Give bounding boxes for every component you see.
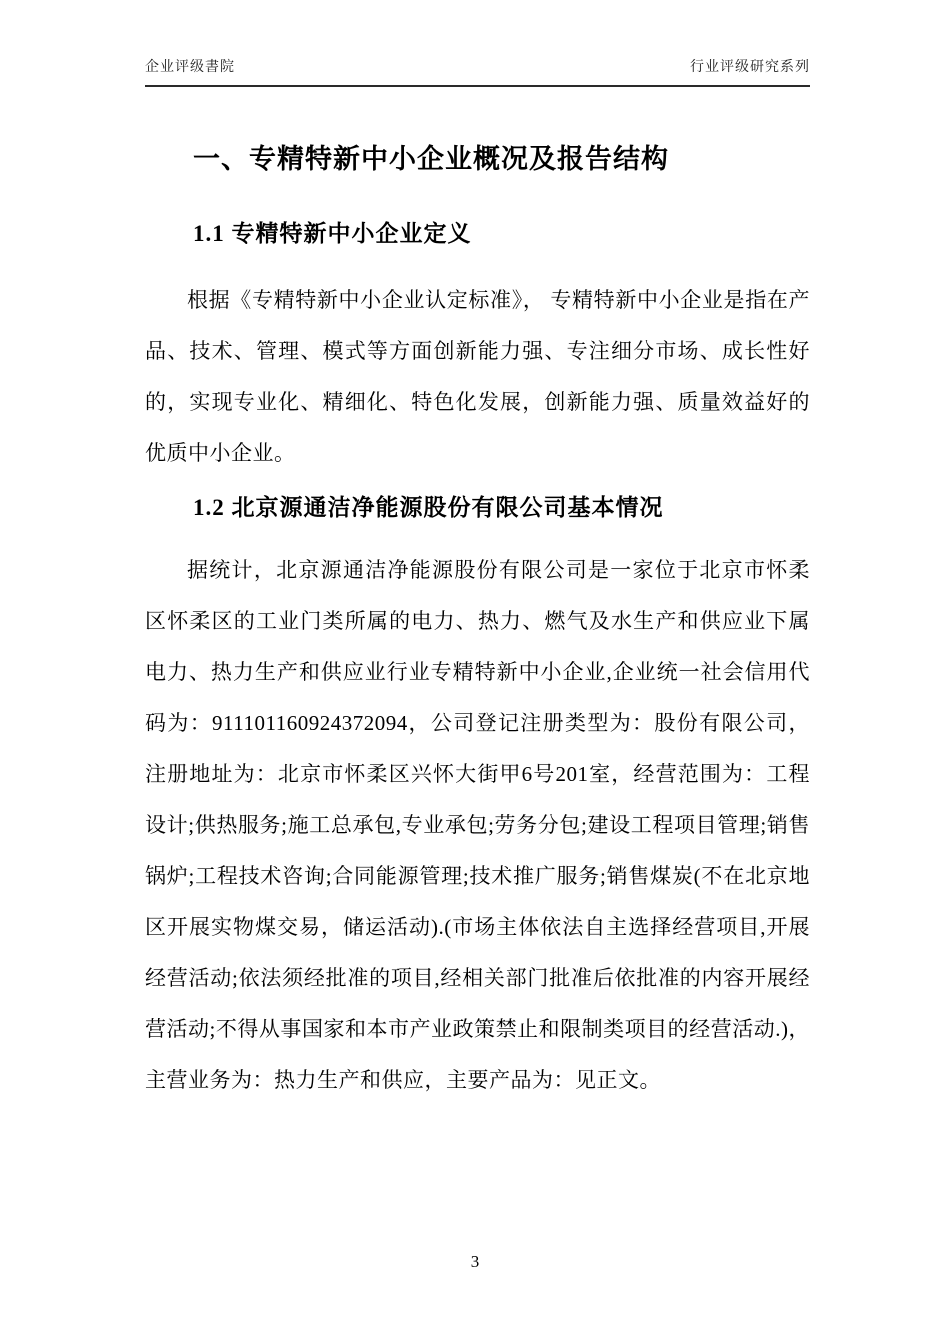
paragraph-definition: 根据《专精特新中小企业认定标准》， 专精特新中小企业是指在产品、技术、管理、模式等方面创新能力强、专注细分市场、成长性好的，实现专业化、精细化、特色化发展，创新能力强、质量效益好的优质中小企业。 [145,288,810,465]
paragraph-company-info: 据统计，北京源通洁净能源股份有限公司是一家位于北京市怀柔区怀柔区的工业门类所属的电力、热力、燃气及水生产和供应业下属电力、热力生产和供应业行业专精特新中小企业,企业统一社会信用代码为：911101160924372094，公司登记注册类型为：股份有限公司，注册地址为：北京市怀柔区兴怀大街甲6号201室，经营范围为：工程设计;供热服务;施工总承包,专业承包;劳务分包;建设工程项目管理;销售锅炉;工程技术咨询;合同能源管理;技术推广服务;销售煤炭(不在北京地区开展实物煤交易，储运活动).(市场主体依法自主选择经营项目,开展经营活动;依法须经批准的项目,经相关部门批准后依批准的内容开展经营活动;不得从事国家和本市产业政策禁止和限制类项目的经营活动.)， 主营业务为：热力生产和供应，主要产品为：见正文。 [145,558,810,1092]
page-number: 3 [470,1252,480,1271]
section-1-heading: 一、专精特新中小企业概况及报告结构 [193,144,669,174]
page-footer [0,1252,950,1272]
header-right-text: 行业评级研究系列 [690,60,810,75]
header-divider [145,85,810,87]
subsection-1-1-heading: 1.1 专精特新中小企业定义 [193,221,472,246]
header-left-text: 企业评级書院 [145,60,235,75]
subsection-1-2-heading: 1.2 北京源通洁净能源股份有限公司基本情况 [193,495,664,520]
page-header [145,56,810,85]
document-body [145,141,810,1106]
